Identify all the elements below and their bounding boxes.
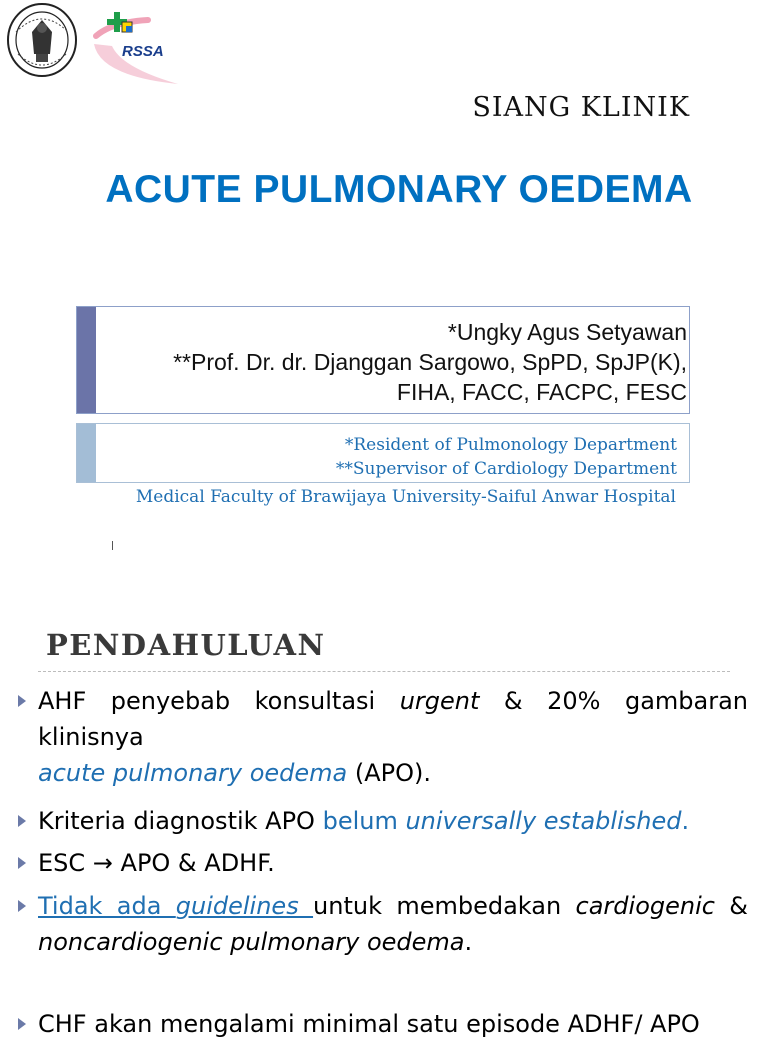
bullet-text: ESC → APO & ADHF. <box>38 849 275 877</box>
rssa-hospital-logo <box>92 6 180 84</box>
bullet-text: Tidak ada guidelines untuk membedakan cardiogenic & <box>38 892 749 920</box>
header-label: SIANG KLINIK <box>472 92 690 123</box>
bullet-text: CHF akan mengalami minimal satu episode ADHF/ APO <box>38 1010 700 1038</box>
bullet-item-2 <box>18 803 748 839</box>
bullet-item-3 <box>18 845 748 881</box>
bullet-arrow-icon <box>18 888 32 924</box>
bullet-arrow-icon <box>18 845 32 881</box>
bullet-item-1 <box>18 683 748 791</box>
affiliation-line-2: **Supervisor of Cardiology Department <box>335 459 677 479</box>
bullet-item-4 <box>18 888 748 960</box>
bullet-text-cont: acute pulmonary oedema (APO). <box>38 759 432 787</box>
affiliation-faculty: Medical Faculty of Brawijaya University-Saiful Anwar Hospital <box>135 487 676 507</box>
affiliation-line-1: *Resident of Pulmonology Department <box>344 435 677 455</box>
university-seal-logo <box>6 2 78 78</box>
bullet-arrow-icon <box>18 1006 32 1042</box>
section-title: PENDAHULUAN <box>46 628 326 662</box>
bullet-text: Kriteria diagnostik APO belum universally established. <box>38 807 690 835</box>
guidelines-link-italic[interactable]: guidelines <box>175 892 314 920</box>
guidelines-link[interactable]: Tidak ada <box>38 892 176 920</box>
bullet-arrow-icon <box>18 803 32 839</box>
page-title: ACUTE PULMONARY OEDEMA <box>105 168 693 211</box>
bullet-item-5 <box>18 1006 748 1042</box>
author-box <box>76 306 690 414</box>
section-divider <box>38 671 730 672</box>
bullet-arrow-icon <box>18 683 32 719</box>
author-line-1: *Ungky Agus Setyawan <box>447 319 687 345</box>
bullet-text-cont: noncardiogenic pulmonary oedema. <box>38 928 473 956</box>
author-line-3: FIHA, FACC, FACPC, FESC <box>396 379 687 405</box>
author-accent-bar <box>77 307 96 413</box>
divider-tick <box>112 541 113 550</box>
rssa-text: RSSA <box>122 43 164 60</box>
author-line-2: **Prof. Dr. dr. Djanggan Sargowo, SpPD, SpJP(K), <box>173 349 687 375</box>
affiliation-accent-bar <box>77 424 96 482</box>
bullet-text: AHF penyebab konsultasi urgent & 20% gambaran klinisnya <box>38 687 749 751</box>
affiliation-box <box>76 423 690 483</box>
